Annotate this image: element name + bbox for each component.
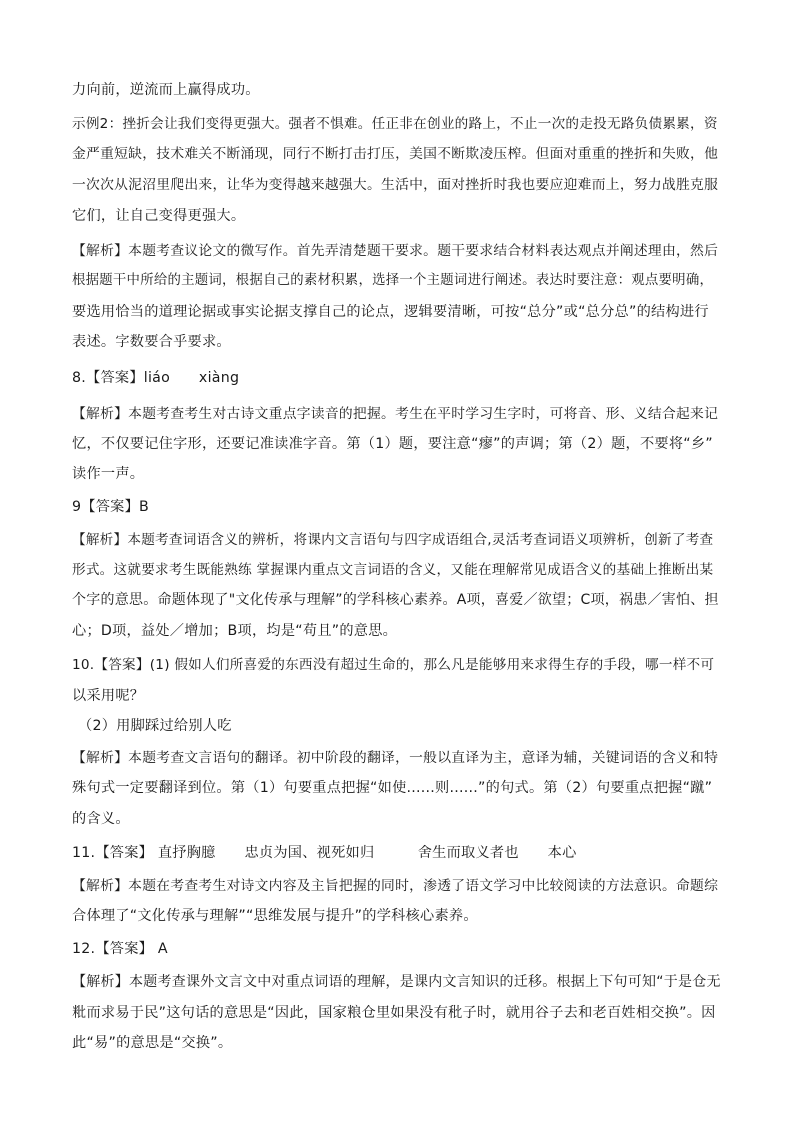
text-line: 心；D项，益处／增加；B项，均是“苟且”的意思。 bbox=[72, 623, 398, 639]
answer-line: 10.【答案】(1) 假如人们所喜爱的东西没有超过生命的，那么凡是能够用来求得生存的手段，哪一样不可 bbox=[72, 657, 715, 673]
text-line: 【解析】本题考查词语含义的辨析，将课内文言语句与四字成语组合,灵活考查词语义项辨析，创新了考查 bbox=[72, 532, 714, 548]
text-line: 此“易”的意思是“交换”。 bbox=[72, 1035, 233, 1051]
text-line: 它们，让自己变得更强大。 bbox=[72, 208, 246, 224]
text-line: 根据题干中所给的主题词，根据自己的素材积累，选择一个主题词进行阐述。表达时要注意：观点要明确， bbox=[72, 273, 714, 288]
answer-line: 8.【答案】liáo xiàng bbox=[72, 370, 240, 386]
text-line: 合体理了“文化传承与理解”“思维发展与提升”的学科核心素养。 bbox=[72, 908, 478, 924]
text-line: （2）用脚踩过给别人吃 bbox=[78, 718, 232, 734]
answer-line: 11.【答案】 直抒胸臆 忠贞为国、视死如归 舍生而取义者也 本心 bbox=[72, 845, 577, 861]
text-line: 殊句式一定要翻译到位。第（1）句要重点把握“如使......则......”的句式。第（2）句要重点把握“蹴” bbox=[72, 780, 713, 796]
text-line: 【解析】本题考查课外文言文中对重点词语的理解，是课内文言知识的迁移。根据上下句可知“于是仓无 bbox=[72, 974, 721, 990]
text-line: 要选用恰当的道理论据或事实论据支撑自己的论点，逻辑要清晰，可按“总分”或“总分总”的结构进行 bbox=[72, 304, 709, 320]
text-line: 形式。这就要求考生既能熟练 掌握课内重点文言词语的含义，又能在理解常见成语含义的基础上推断出某 bbox=[72, 562, 714, 578]
text-line: 金严重短缺，技术难关不断涌现，同行不断打击打压，美国不断欺凌压榨。但面对重重的挫折和失败，他 bbox=[72, 146, 719, 162]
text-line: 【解析】本题考查议论文的微写作。首先弄清楚题干要求。题干要求结合材料表达观点并阐述理由，然后 bbox=[72, 243, 719, 259]
answer-line: 12.【答案】 A bbox=[72, 941, 168, 957]
text-line: 一次次从泥沼里爬出来，让华为变得越来越强大。生活中，面对挫折时我也要应迎难而上，努力战胜克服 bbox=[72, 177, 719, 193]
text-line: 【解析】本题在考查考生对诗文内容及主旨把握的同时，渗透了语文学习中比较阅读的方法意识。命题综 bbox=[72, 878, 719, 894]
answer-line: 9【答案】B bbox=[72, 499, 150, 515]
text-line: 的含义。 bbox=[72, 811, 130, 827]
text-line: 力向前，逆流而上赢得成功。 bbox=[72, 82, 260, 98]
text-line: 表述。字数要合乎要求。 bbox=[72, 334, 231, 350]
text-line: 以采用呢？ bbox=[72, 688, 145, 704]
text-line: 示例2：挫折会让我们变得更强大。强者不惧难。任正非在创业的路上，不止一次的走投无路负债累累，资 bbox=[72, 116, 718, 132]
text-line: 忆，不仅要记住字形，还要记准读准字音。第（1）题，要注意“瘳”的声调；第（2）题，不要将“乡” bbox=[72, 436, 713, 452]
text-line: 粃而求易于民”这句话的意思是“因此，国家粮仓里如果没有秕子时，就用谷子去和老百姓相交换”。因 bbox=[72, 1005, 716, 1021]
text-line: 读作一声。 bbox=[72, 466, 145, 482]
text-line: 【解析】本题考查文言语句的翻译。初中阶段的翻译，一般以直译为主，意译为辅，关键词语的含义和特 bbox=[72, 750, 719, 766]
text-line: 个字的意思。命题体现了"文化传承与理解”的学科核心素养。A项，喜爱／欲望；C项，祸患／害怕、担 bbox=[72, 592, 719, 608]
text-line: 【解析】本题考查考生对古诗文重点字读音的把握。考生在平时学习生字时，可将音、形、义结合起来记 bbox=[72, 406, 719, 422]
